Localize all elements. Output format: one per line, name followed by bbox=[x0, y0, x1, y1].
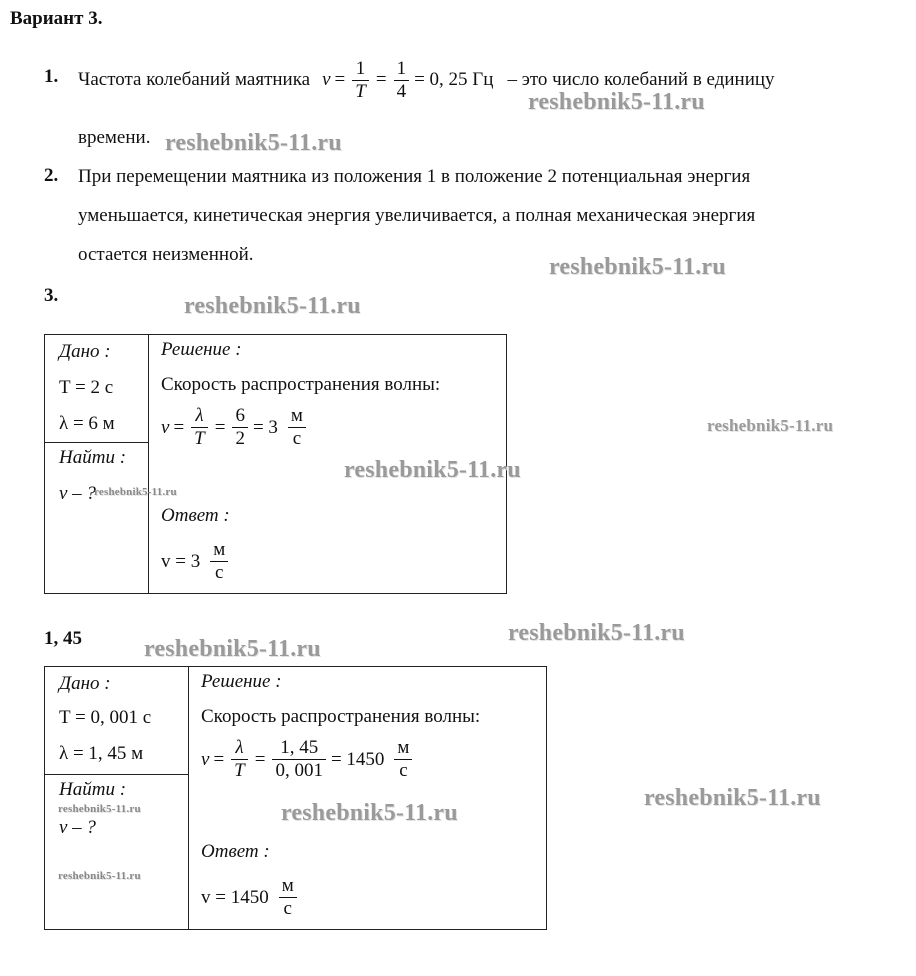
watermark: reshebnik5-11.ru bbox=[707, 416, 834, 435]
q3-formula bbox=[161, 405, 309, 450]
q1-frac-1-T bbox=[352, 58, 369, 103]
q3-find-cell bbox=[45, 443, 149, 594]
q3-result: = 3 bbox=[252, 416, 278, 438]
watermark: reshebnik5-11.ru bbox=[549, 254, 726, 280]
q3-given-lambda: λ = 6 м bbox=[59, 413, 115, 434]
q4-frac1-den: T bbox=[234, 760, 245, 781]
watermark: reshebnik5-11.ru bbox=[144, 636, 321, 662]
q1-text-before: Частота колебаний маятника bbox=[78, 69, 311, 90]
watermark: reshebnik5-11.ru bbox=[58, 803, 141, 815]
q2-line3: остается неизменной. bbox=[78, 244, 254, 265]
q3-unit-top: м bbox=[288, 405, 306, 428]
q3-given-cell bbox=[45, 335, 149, 443]
q4-answer-value: v = 1450 bbox=[201, 886, 269, 908]
watermark: reshebnik5-11.ru bbox=[528, 89, 705, 115]
q1-text-after: – это число колебаний в единицу bbox=[507, 69, 775, 90]
q4-eq2: = bbox=[254, 748, 266, 770]
q4-answer-unit bbox=[279, 875, 297, 920]
q3-eq2: = bbox=[214, 416, 226, 438]
q3-frac1-den: T bbox=[194, 428, 205, 449]
watermark: reshebnik5-11.ru bbox=[644, 785, 821, 811]
q2-number: 2. bbox=[44, 165, 59, 186]
q3-reshenie-label: Решение : bbox=[161, 339, 242, 360]
q2-line2: уменьшается, кинетическая энергия увеличивается, а полная механическая энергия bbox=[78, 205, 756, 226]
q3-frac-6-2 bbox=[232, 405, 248, 450]
q4-formula bbox=[201, 737, 415, 782]
q3-dano-label: Дано : bbox=[59, 341, 111, 362]
q3-answer-unit bbox=[210, 539, 228, 584]
q4-v: v bbox=[201, 748, 210, 770]
q1-frac2-den: 4 bbox=[396, 80, 407, 102]
q4-answer-unit-bot: с bbox=[283, 898, 292, 919]
q3-otvet-label: Ответ : bbox=[161, 505, 230, 526]
q4-speed-text: Скорость распространения волны: bbox=[201, 706, 481, 727]
q4-unit-top: м bbox=[394, 737, 412, 760]
q1-frac-1-4 bbox=[394, 58, 410, 103]
q3-najti-label: Найти : bbox=[59, 447, 127, 468]
watermark: reshebnik5-11.ru bbox=[165, 130, 342, 156]
q3-given-T: T = 2 с bbox=[59, 377, 114, 398]
q3-find: v – ? bbox=[59, 483, 96, 504]
q1-frac1-num: 1 bbox=[352, 58, 369, 81]
q3-number: 3. bbox=[44, 285, 59, 306]
q1-frac2-num: 1 bbox=[394, 58, 410, 81]
q2-line1: При перемещении маятника из положения 1 в положение 2 потенциальная энергия bbox=[78, 166, 751, 187]
q3-answer-unit-top: м bbox=[210, 539, 228, 562]
q4-frac1-num: λ bbox=[231, 737, 248, 760]
q1-eq2: = bbox=[375, 69, 387, 90]
q3-frac1-num: λ bbox=[191, 405, 208, 428]
q3-unit bbox=[288, 405, 306, 450]
q4-frac2-den: 0, 001 bbox=[275, 760, 323, 781]
q4-otvet-label: Ответ : bbox=[201, 841, 270, 862]
watermark: reshebnik5-11.ru bbox=[344, 457, 521, 483]
q3-eq1: = bbox=[173, 416, 185, 438]
q4-solution-cell bbox=[189, 667, 547, 930]
q4-dano-label: Дано : bbox=[59, 673, 111, 694]
q4-unit-bot: с bbox=[399, 760, 408, 781]
q4-given-lambda: λ = 1, 45 м bbox=[59, 743, 144, 764]
q3-frac-lambda-T bbox=[191, 405, 208, 450]
watermark: reshebnik5-11.ru bbox=[281, 800, 458, 826]
q3-v: v bbox=[161, 416, 170, 438]
watermark: reshebnik5-11.ru bbox=[94, 486, 177, 498]
q4-given-cell bbox=[45, 667, 189, 775]
q4-reshenie-label: Решение : bbox=[201, 671, 282, 692]
q4-result: = 1450 bbox=[330, 748, 385, 770]
q4-frac-lambda-T bbox=[231, 737, 248, 782]
q4-unit bbox=[394, 737, 412, 782]
page-title: Вариант 3. bbox=[10, 8, 103, 29]
q4-given-T: T = 0, 001 с bbox=[59, 707, 152, 728]
q4-number: 1, 45 bbox=[44, 628, 82, 649]
q1-result: = 0, 25 Гц bbox=[414, 69, 494, 90]
q1-number: 1. bbox=[44, 66, 59, 87]
q4-frac-values bbox=[272, 737, 326, 782]
q4-frac2-num: 1, 45 bbox=[272, 737, 326, 760]
q3-answer bbox=[161, 539, 231, 584]
q1-line2: времени. bbox=[78, 127, 151, 148]
q1-eq1: = bbox=[334, 69, 346, 90]
q4-find-cell bbox=[45, 775, 189, 930]
q4-answer-unit-top: м bbox=[279, 875, 297, 898]
watermark: reshebnik5-11.ru bbox=[508, 620, 685, 646]
q4-najti-label: Найти : bbox=[59, 779, 127, 800]
q3-frac2-num: 6 bbox=[232, 405, 248, 428]
q4-answer bbox=[201, 875, 300, 920]
q1-nu: ν bbox=[322, 69, 331, 90]
watermark: reshebnik5-11.ru bbox=[184, 293, 361, 319]
q3-unit-bot: с bbox=[292, 428, 302, 449]
q3-speed-text: Скорость распространения волны: bbox=[161, 374, 441, 395]
q4-find: v – ? bbox=[59, 817, 96, 838]
q3-frac2-den: 2 bbox=[235, 428, 245, 449]
q4-eq1: = bbox=[213, 748, 225, 770]
q3-answer-unit-bot: с bbox=[215, 562, 224, 583]
q3-answer-value: v = 3 bbox=[161, 550, 201, 572]
q1-frac1-den: T bbox=[355, 80, 366, 102]
q4-task-table bbox=[44, 666, 547, 930]
watermark: reshebnik5-11.ru bbox=[58, 870, 141, 882]
